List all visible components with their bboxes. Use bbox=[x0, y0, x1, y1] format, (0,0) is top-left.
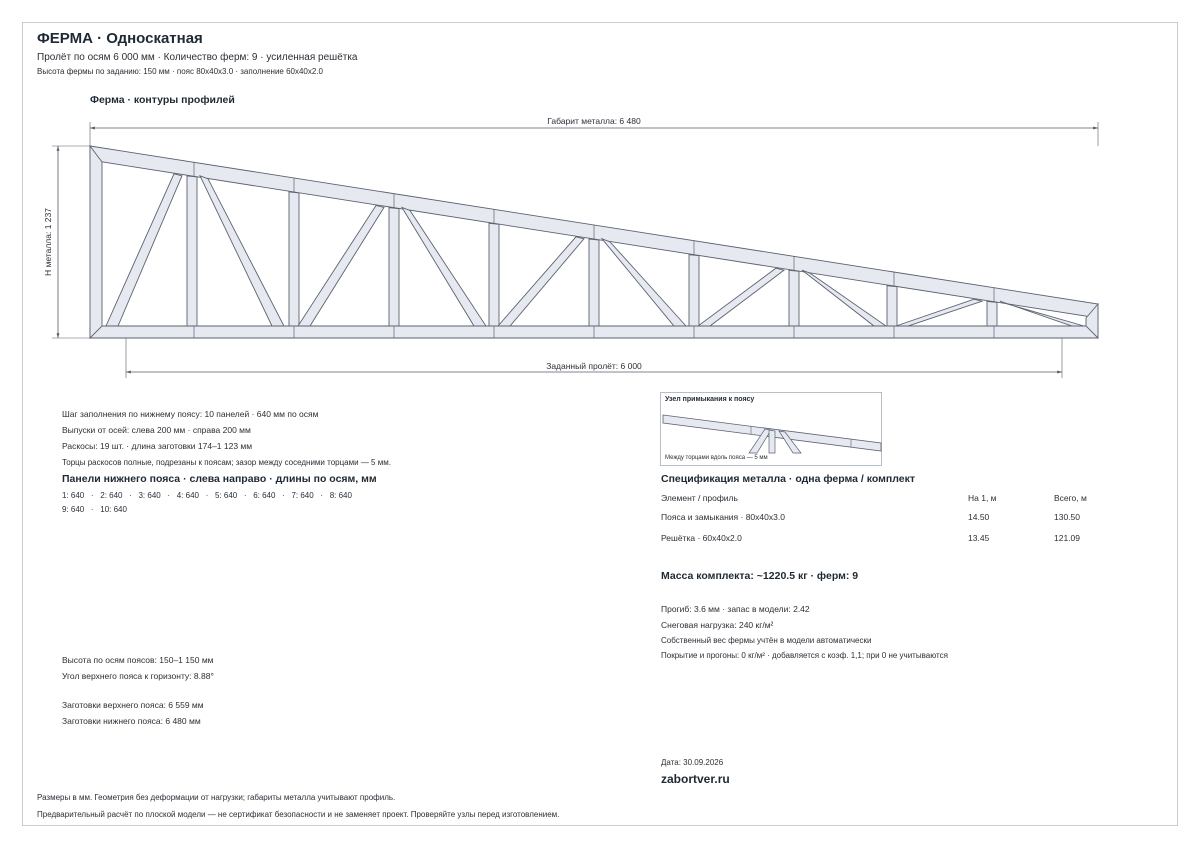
geometry-line-2: Угол верхнего пояса к горизонту: 8.88° bbox=[62, 671, 214, 681]
date: Дата: 30.09.2026 bbox=[661, 758, 724, 767]
geometry-line-1: Высота по осям поясов: 150–1 150 мм bbox=[62, 655, 214, 665]
spec-row-web-name: Решётка · 60x40x2.0 bbox=[661, 533, 742, 543]
drawing-title: Ферма · контуры профилей bbox=[90, 94, 235, 106]
diagonal-brace bbox=[896, 299, 982, 326]
panels-row-1: 1: 640 · 2: 640 · 3: 640 · 4: 640 · 5: 640 · 6: 640 · 7: 640 · 8: 640 bbox=[62, 491, 352, 500]
loads-line-1: Прогиб: 3.6 мм · запас в модели: 2.42 bbox=[661, 604, 810, 614]
vertical-post bbox=[689, 255, 699, 326]
vertical-post bbox=[289, 192, 299, 326]
vertical-post bbox=[789, 270, 799, 326]
span-dimension bbox=[126, 338, 1062, 378]
overall-dimension-label: Габарит металла: 6 480 bbox=[547, 116, 641, 126]
geometry-line-4: Заготовки нижнего пояса: 6 480 мм bbox=[62, 716, 201, 726]
spec-row-web-total: 121.09 bbox=[1054, 533, 1080, 543]
loads-line-2: Снеговая нагрузка: 240 кг/м² bbox=[661, 620, 774, 630]
panels-row-2: 9: 640 · 10: 640 bbox=[62, 505, 127, 514]
spec-row-web-per-one: 13.45 bbox=[968, 533, 990, 543]
truss-profiles bbox=[90, 146, 1098, 338]
spec-row-chords-per-one: 14.50 bbox=[968, 512, 990, 522]
page-subtitle-2: Высота фермы по заданию: 150 мм · пояс 80x40x3.0 · заполнение 60x40x2.0 bbox=[37, 67, 323, 76]
footer-note-1: Размеры в мм. Геометрия без деформации от нагрузки; габариты металла учитывают профиль. bbox=[37, 793, 396, 802]
diagonal-brace bbox=[200, 176, 284, 326]
spec-header-total: Всего, м bbox=[1054, 493, 1087, 503]
vertical-post bbox=[489, 223, 499, 326]
site-name: zabortver.ru bbox=[661, 772, 730, 786]
node-detail-title: Узел примыкания к поясу bbox=[665, 396, 755, 403]
spec-row-chords-total: 130.50 bbox=[1054, 512, 1080, 522]
height-dimension-label: H металла: 1 237 bbox=[43, 208, 53, 276]
vertical-post bbox=[187, 176, 197, 326]
node-detail bbox=[660, 392, 882, 466]
vertical-post bbox=[589, 239, 599, 326]
page-title: ФЕРМА · Односкатная bbox=[37, 30, 203, 47]
info-line-2: Выпуски от осей: слева 200 мм · справа 200 мм bbox=[62, 425, 251, 435]
overall-dimension bbox=[90, 116, 1098, 146]
spec-header-element: Элемент / профиль bbox=[661, 493, 738, 503]
vertical-post bbox=[389, 208, 399, 326]
info-line-1: Шаг заполнения по нижнему поясу: 10 панелей · 640 мм по осям bbox=[62, 409, 319, 419]
left-end-post bbox=[90, 146, 102, 338]
diagonal-brace bbox=[298, 205, 384, 326]
spec-mass: Масса комплекта: ~1220.5 кг · ферм: 9 bbox=[661, 570, 859, 582]
geometry-line-3: Заготовки верхнего пояса: 6 559 мм bbox=[62, 700, 204, 710]
panels-title: Панели нижнего пояса · слева направо · длины по осям, мм bbox=[62, 473, 377, 485]
diagonal-brace bbox=[402, 207, 486, 326]
loads-line-4: Покрытие и прогоны: 0 кг/м² · добавляется с коэф. 1,1; при 0 не учитываются bbox=[661, 651, 948, 660]
info-line-3: Раскосы: 19 шт. · длина заготовки 174–1 123 мм bbox=[62, 441, 253, 451]
spec-header-per-one: На 1, м bbox=[968, 493, 997, 503]
diagonal-brace bbox=[106, 174, 182, 326]
spec-title: Спецификация металла · одна ферма / комплект bbox=[661, 473, 916, 485]
vertical-post bbox=[887, 286, 897, 326]
node-detail-note: Между торцами вдоль пояса — 5 мм bbox=[665, 455, 768, 461]
loads-line-3: Собственный вес фермы учтён в модели автоматически bbox=[661, 636, 872, 645]
span-dimension-label: Заданный пролёт: 6 000 bbox=[546, 361, 642, 371]
page-subtitle: Пролёт по осям 6 000 мм · Количество ферм: 9 · усиленная решётка bbox=[37, 52, 358, 63]
truss-drawing bbox=[0, 0, 1200, 400]
height-dimension bbox=[43, 146, 92, 338]
spec-row-chords-name: Пояса и замыкания · 80x40x3.0 bbox=[661, 512, 785, 522]
diagonal-brace bbox=[698, 268, 784, 326]
footer-note-2: Предварительный расчёт по плоской модели — не сертификат безопасности и не заменяет проект. Проверяйте узлы перед изготовлением. bbox=[37, 810, 560, 819]
info-line-4: Торцы раскосов полные, подрезаны к поясам; зазор между соседними торцами — 5 мм. bbox=[62, 458, 391, 467]
vertical-post bbox=[987, 301, 997, 326]
diagonal-brace bbox=[498, 237, 584, 326]
